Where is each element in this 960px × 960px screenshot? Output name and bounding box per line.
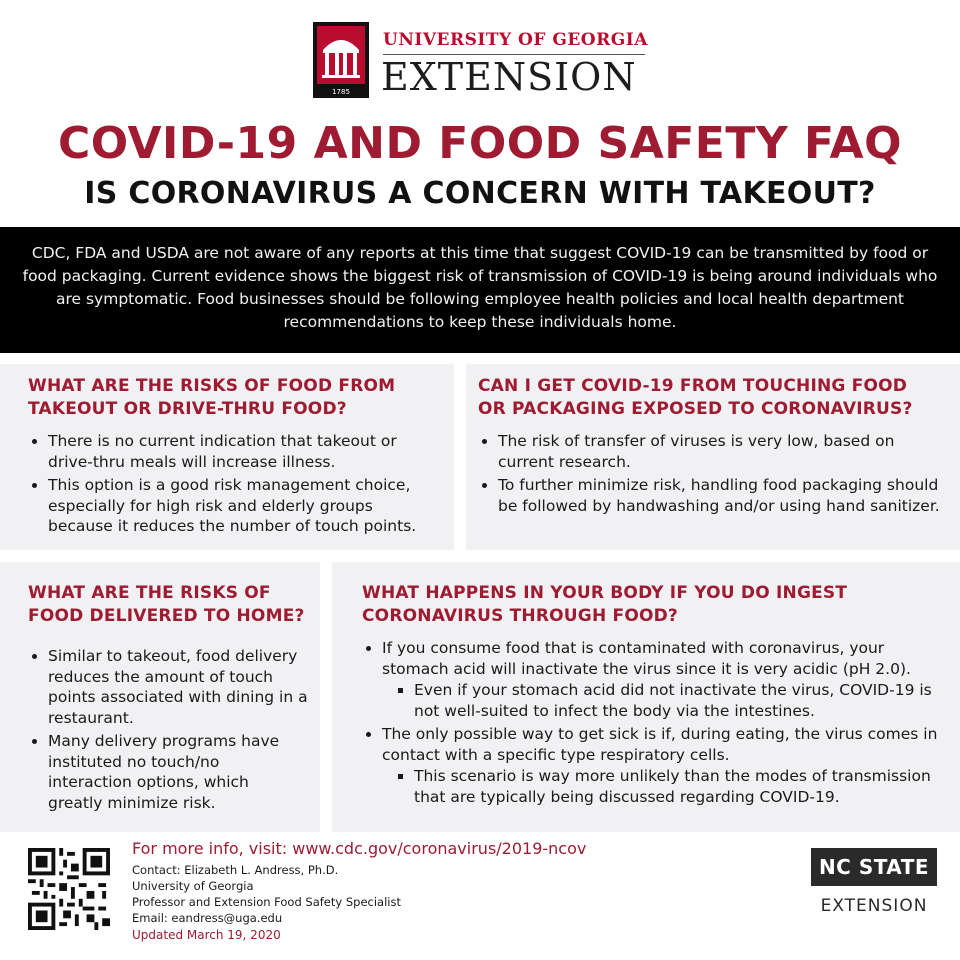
org-name: UNIVERSITY OF GEORGIA: [383, 30, 648, 50]
card-heading-line: CAN I GET COVID-19 FROM TOUCHING FOOD: [478, 376, 908, 396]
card-heading-line: WHAT ARE THE RISKS OF FOOD FROM: [28, 376, 396, 396]
card-heading-line: TAKEOUT OR DRIVE-THRU FOOD?: [28, 399, 347, 419]
faq-card-takeout: [0, 364, 454, 550]
card-heading-line: OR PACKAGING EXPOSED TO CORONAVIRUS?: [478, 399, 913, 419]
list-item: • There is no current indication that takeout or drive-thru meals will increase illness.: [48, 431, 436, 472]
page-title: COVID-19 AND FOOD SAFETY FAQ: [57, 118, 903, 169]
intro-band: [0, 227, 960, 353]
list-item: • Similar to takeout, food delivery reduces the amount of touch points associated with dining in a restaurant.: [48, 646, 308, 728]
faq-card-ingestion: [332, 562, 960, 832]
card-heading: [28, 582, 308, 628]
list-item-text: The only possible way to get sick is if, during eating, the virus comes in contact with a specific type respiratory cells.: [382, 725, 938, 764]
card-heading: [362, 582, 948, 628]
bullet-list: [478, 431, 944, 516]
card-heading-line: WHAT HAPPENS IN YOUR BODY IF YOU DO INGEST: [362, 583, 848, 603]
updated-date: Updated March 19, 2020: [132, 928, 281, 942]
faq-card-packaging: [466, 364, 960, 550]
list-item-text: If you consume food that is contaminated with coronavirus, your stomach acid will inactivate the virus since it is very acidic (pH 2.0).: [382, 639, 911, 678]
seal-year: 1785: [332, 88, 350, 96]
card-heading-line: CORONAVIRUS THROUGH FOOD?: [362, 606, 678, 626]
card-heading: [478, 375, 944, 421]
contact-email[interactable]: Email: eandress@uga.edu: [132, 911, 283, 925]
contact-title: Professor and Extension Food Safety Specialist: [132, 895, 401, 909]
nc-state-logo: NC STATE: [811, 848, 937, 886]
list-item: • Many delivery programs have instituted no touch/no interaction options, which greatly minimize risk.: [48, 731, 308, 813]
list-item: • This option is a good risk management choice, especially for high risk and elderly groups because it reduces the number of touch points.: [48, 475, 436, 537]
contact-block: [132, 862, 401, 926]
faq-card-delivery: [0, 562, 320, 832]
more-info-link[interactable]: For more info, visit: www.cdc.gov/coronavirus/2019-ncov: [132, 839, 587, 858]
list-item: • The risk of transfer of viruses is very low, based on current research.: [498, 431, 944, 472]
nc-state-extension-label: EXTENSION: [820, 896, 928, 916]
card-heading: [28, 375, 436, 421]
qr-code-icon[interactable]: [28, 848, 110, 930]
list-item: [382, 724, 948, 807]
sub-list-item: ▪ Even if your stomach acid did not inactivate the virus, COVID-19 is not well-suited to infect the body via the intestines.: [414, 680, 948, 721]
intro-text: CDC, FDA and USDA are not aware of any reports at this time that suggest COVID-19 can be transmitted by food or food packaging. Current evidence shows the biggest risk of transmission of COVID-19 is being around individuals who are symptomatic. Food businesses should be following employee health policies and local health department recommendations to keep these individuals home.: [22, 244, 938, 331]
arch-seal-icon: [313, 22, 369, 98]
card-heading-line: FOOD DELIVERED TO HOME?: [28, 606, 305, 626]
card-heading-line: WHAT ARE THE RISKS OF: [28, 583, 271, 603]
contact-name: Contact: Elizabeth L. Andress, Ph.D.: [132, 863, 339, 877]
list-item: [382, 638, 948, 721]
bullet-list: [362, 638, 948, 807]
sub-bullet-list: [382, 766, 948, 807]
page-subtitle: IS CORONAVIRUS A CONCERN WITH TAKEOUT?: [84, 176, 876, 211]
list-item: • To further minimize risk, handling food packaging should be followed by handwashing and/or using hand sanitizer.: [498, 475, 944, 516]
org-unit: EXTENSION: [381, 55, 637, 99]
bullet-list: [28, 431, 436, 537]
sub-bullet-list: [382, 680, 948, 721]
uga-extension-logo: [313, 22, 653, 110]
bullet-list: [28, 646, 308, 813]
sub-list-item: ▪ This scenario is way more unlikely than the modes of transmission that are typically being discussed regarding COVID-19.: [414, 766, 948, 807]
contact-org: University of Georgia: [132, 879, 254, 893]
